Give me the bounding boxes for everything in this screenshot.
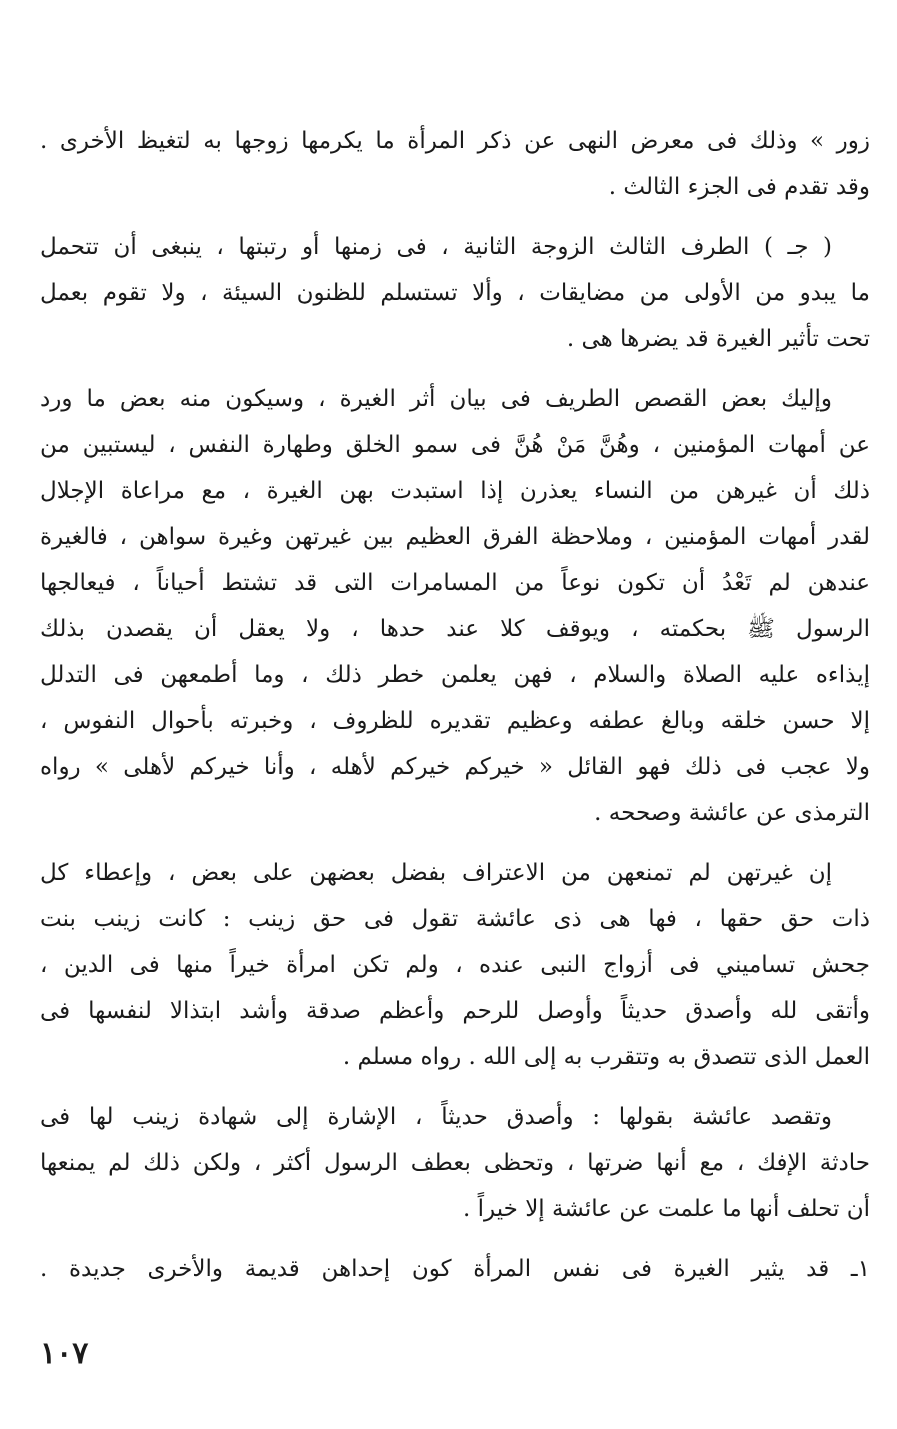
text-line: وإليك بعض القصص الطريف فى بيان أثر الغيرة ، وسيكون منه بعض ما ورد [40,386,832,412]
text-line: ذلك أن غيرهن من النساء يعذرن إذا استبدت بهن الغيرة ، مع مراعاة الإجلال [40,478,870,504]
paragraph-1 [40,118,870,210]
text-line: عن أمهات المؤمنين ، وهُنَّ مَنْ هُنَّ فى سمو الخلق وطهارة النفس ، ليستبين من [40,432,870,458]
paragraph-gap [40,362,870,376]
paragraph-gap [40,1232,870,1246]
page-number: ١٠٧ [40,1336,89,1371]
text-line: الترمذى عن عائشة وصححه . [594,800,870,826]
paragraph-gap [40,210,870,224]
text-line: ذات حق حقها ، فها هى ذى عائشة تقول فى حق زينب : كانت زينب بنت [40,906,870,932]
text-line: وأتقى لله وأصدق حديثاً وأوصل للرحم وأعظم صدقة وأشد ابتذالا لنفسها فى [40,998,870,1024]
text-line: الرسول ﷺ بحكمته ، ويوقف كلا عند حدها ، ولا يعقل أن يقصدن بذلك [40,616,870,642]
text-line: ( جـ ) الطرف الثالث الزوجة الثانية ، فى زمنها أو رتبتها ، ينبغى أن تتحمل [40,234,832,260]
paragraph-gap [40,836,870,850]
text-line: إن غيرتهن لم تمنعهن من الاعتراف بفضل بعضهن على بعض ، وإعطاء كل [40,860,832,886]
page-body [40,118,870,1292]
text-line: وتقصد عائشة بقولها : وأصدق حديثاً ، الإشارة إلى شهادة زينب لها فى [40,1104,832,1130]
text-line: العمل الذى تتصدق به وتتقرب به إلى الله . رواه مسلم . [342,1044,870,1070]
text-line: إلا حسن خلقه وبالغ عطفه وعظيم تقديره للظروف ، وخبرته بأحوال النفوس ، [40,708,870,734]
paragraph-4 [40,850,870,1080]
text-line: حادثة الإفك ، مع أنها ضرتها ، وتحظى بعطف الرسول أكثر ، ولكن ذلك لم يمنعها [40,1150,870,1176]
text-line: زور » وذلك فى معرض النهى عن ذكر المرأة ما يكرمها زوجها به لتغيظ الأخرى . [40,128,870,154]
text-line: أن تحلف أنها ما علمت عن عائشة إلا خيراً . [463,1196,870,1222]
text-line: تحت تأثير الغيرة قد يضرها هى . [566,326,870,352]
paragraph-2 [40,224,870,362]
paragraph-5 [40,1094,870,1232]
text-line: وقد تقدم فى الجزء الثالث . [608,174,870,200]
paragraph-gap [40,1080,870,1094]
text-line: لقدر أمهات المؤمنين ، وملاحظة الفرق العظيم بين غيرتهن وغيرة سواهن ، فالغيرة [40,524,870,550]
text-line: ولا عجب فى ذلك فهو القائل « خيركم خيركم لأهله ، وأنا خيركم لأهلى » رواه [40,754,870,780]
footnote-line: ١ـ قد يثير الغيرة فى نفس المرأة كون إحداهن قديمة والأخرى جديدة . [40,1256,870,1282]
footnote [40,1246,870,1292]
paragraph-3 [40,376,870,836]
text-line: جحش تساميني فى أزواج النبى عنده ، ولم تكن امرأة خيراً منها فى الدين ، [40,952,870,978]
text-line: ما يبدو من الأولى من مضايقات ، وألا تستسلم للظنون السيئة ، ولا تقوم بعمل [40,280,870,306]
text-line: عندهن لم تَعْدُ أن تكون نوعاً من المسامرات التى قد تشتط أحياناً ، فيعالجها [40,570,870,596]
text-line: إيذاءه عليه الصلاة والسلام ، فهن يعلمن خطر ذلك ، وما أطمعهن فى التدلل [40,662,870,688]
